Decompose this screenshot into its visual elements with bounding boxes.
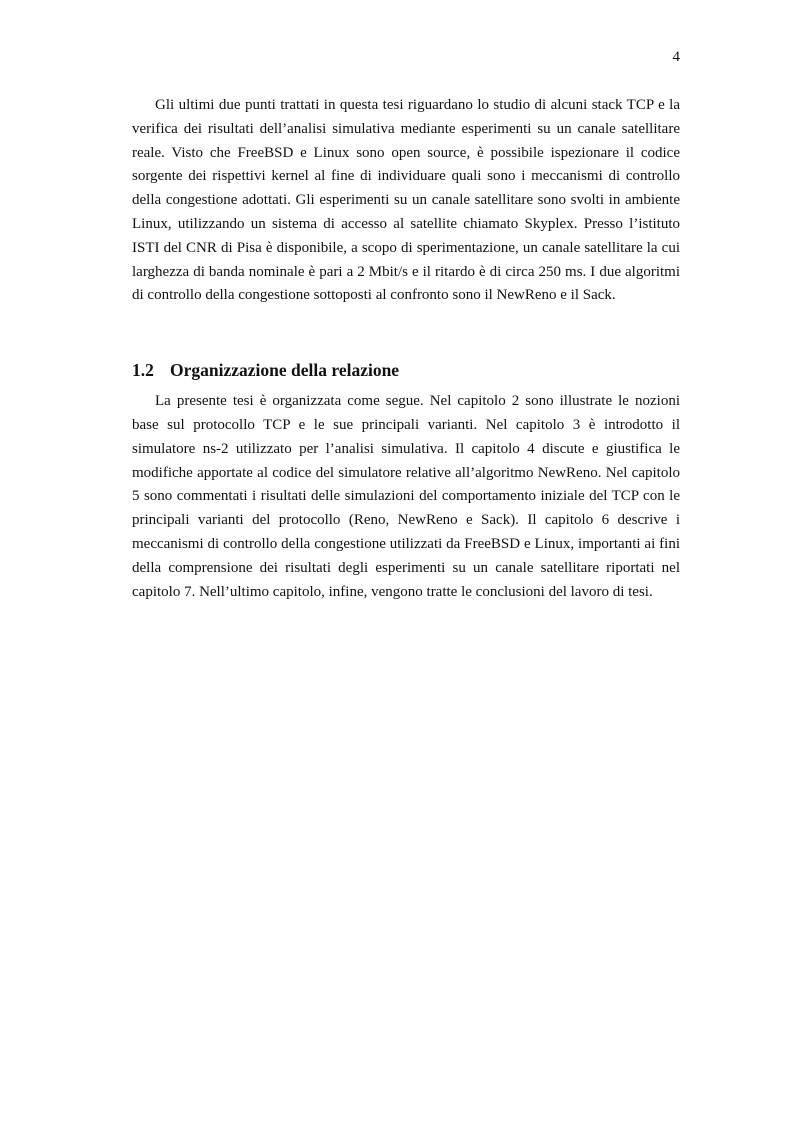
paragraph-stack-tcp: Gli ultimi due punti trattati in questa tesi riguardano lo studio di alcuni stack TCP e la verifica dei risultati dell’analisi simulativa mediante esperimenti su un canale satellitare reale. Visto che FreeBSD e Linux sono open source, è possibile ispezionare il codice sorgente dei rispettivi kernel al fine di individuare quali sono i meccanismi di controllo della congestione adottati. Gli esperimenti su un canale satellitare sono svolti in ambiente Linux, utilizzando un sistema di accesso al satellite chiamato Skyplex. Presso l’istituto ISTI del CNR di Pisa è disponibile, a scopo di sperimentazione, un canale satellitare la cui larghezza di banda nominale è pari a 2 Mbit/s e il ritardo è di circa 250 ms. I due algoritmi di controllo della congestione sottoposti al confronto sono il NewReno e il Sack. [132,97,680,304]
page-number: 4 [672,49,680,65]
page-content [132,94,680,604]
section-heading [132,358,680,382]
section-title: Organizzazione della relazione [170,360,400,381]
paragraph-organizzazione: La presente tesi è organizzata come segue. Nel capitolo 2 sono illustrate le nozioni base sul protocollo TCP e le sue principali varianti. Nel capitolo 3 è introdotto il simulatore ns-2 utilizzato per l’analisi simulativa. Il capitolo 4 discute e giustifica le modifiche apportate al codice del simulatore relative all’algoritmo NewReno. Nel capitolo 5 sono commentati i risultati delle simulazioni del comportamento iniziale del TCP con le principali varianti del protocollo (Reno, NewReno e Sack). Il capitolo 6 descrive i meccanismi di controllo della congestione utilizzati da FreeBSD e Linux, importanti ai fini della comprensione dei risultati degli esperimenti su un canale satellitare riportati nel capitolo 7. Nell’ultimo capitolo, infine, vengono tratte le conclusioni del lavoro di tesi. [132,393,680,600]
section-number: 1.2 [132,360,154,381]
